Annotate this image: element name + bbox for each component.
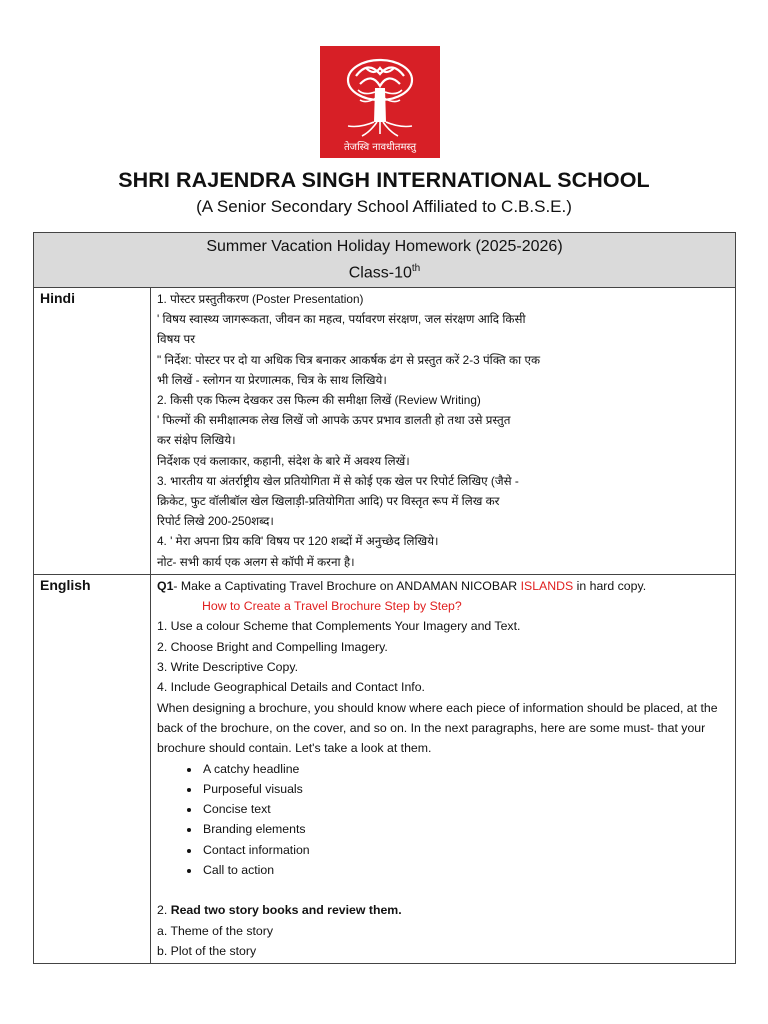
english-row (34, 574, 736, 963)
step-item: 1. Use a colour Scheme that Complements Your Imagery and Text. (157, 619, 521, 634)
bullet-item: • Concise text (201, 799, 729, 819)
hindi-line: निर्देशक एवं कलाकार, कहानी, संदेश के बारे में अवश्य लिखें। (157, 453, 410, 468)
hindi-line: क्रिकेट, फुट वॉलीबॉल खेल खिलाड़ी-प्रतियोगिता आदि) पर विस्तृत रूप में लिख कर (157, 494, 500, 509)
q2-item: a. Theme of the story (157, 923, 273, 938)
bullet-item: • Contact information (201, 840, 729, 860)
bullet-item: • Purposeful visuals (201, 779, 729, 799)
table-header (34, 233, 736, 288)
q2-number: 2. (157, 903, 171, 918)
spacer (157, 880, 729, 900)
hindi-line: " निर्देश: पोस्टर पर दो या अधिक चित्र बनाकर आकर्षक ढंग से प्रस्तुत करें 2-3 पंक्ति का एक (157, 352, 541, 367)
subject-hindi: Hindi (34, 288, 151, 575)
hindi-line: ' विषय स्वास्थ्य जागरूकता, जीवन का महत्व, पर्यावरण संरक्षण, जल संरक्षण आदि किसी (157, 312, 526, 327)
brochure-paragraph: When designing a brochure, you should know where each piece of information should be placed, at the back of the brochure, on the cover, and so on. In the next paragraphs, here are some must- that your brochure should contain. Let's take a look at them. (157, 700, 718, 756)
hindi-line: भी लिखें - स्लोगन या प्रेरणात्मक, चित्र के साथ लिखिये। (157, 372, 387, 387)
school-name: SHRI RAJENDRA SINGH INTERNATIONAL SCHOOL (118, 168, 650, 192)
table-header-row (34, 233, 736, 288)
hindi-line: ' फिल्मों की समीक्षात्मक लेख लिखें जो आपके ऊपर प्रभाव डालती हो तथा उसे प्रस्तुत (157, 413, 511, 428)
step-item: 4. Include Geographical Details and Contact Info. (157, 680, 425, 695)
bullet-item: • Call to action (201, 860, 729, 880)
tree-emblem-icon (320, 46, 440, 158)
english-content (151, 574, 736, 963)
how-to-heading: How to Create a Travel Brochure Step by Step? (202, 599, 462, 614)
q2-item: b. Plot of the story (157, 943, 257, 958)
hindi-line: नोट- सभी कार्य एक अलग से कॉपी में करना है। (157, 554, 355, 569)
hindi-line: कर संक्षेप लिखिये। (157, 433, 236, 448)
bullet-item: • A catchy headline (201, 759, 729, 779)
hindi-line: रिपोर्ट लिखे 200-250शब्द। (157, 514, 274, 529)
step-item: 2. Choose Bright and Compelling Imagery. (157, 639, 388, 654)
q1-highlight: ISLANDS (520, 578, 574, 593)
school-logo (320, 46, 440, 158)
hindi-line: विषय पर (157, 332, 196, 347)
step-item: 3. Write Descriptive Copy. (157, 660, 298, 675)
q2-text: Read two story books and review them. (170, 903, 402, 918)
q1-line (157, 576, 729, 596)
hindi-line: 1. पोस्टर प्रस्तुतीकरण (Poster Presentation) (157, 292, 364, 306)
class-label (34, 258, 735, 284)
hindi-row (34, 288, 736, 575)
bullet-item: • Branding elements (201, 819, 729, 839)
q1-label: Q1 (157, 578, 174, 593)
school-affiliation: (A Senior Secondary School Affiliated to C.B.S.E.) (196, 197, 572, 216)
hindi-line: 2. किसी एक फिल्म देखकर उस फिल्म की समीक्षा लिखें (Review Writing) (157, 393, 481, 408)
q1-tail: in hard copy. (573, 578, 647, 593)
homework-title: Summer Vacation Holiday Homework (2025-2026) (206, 238, 563, 255)
q1-text: - Make a Captivating Travel Brochure on ANDAMAN NICOBAR (173, 578, 521, 593)
hindi-line: 4. ' मेरा अपना प्रिय कवि' विषय पर 120 शब्दों में अनुच्छेद लिखिये। (157, 534, 439, 549)
subject-english: English (34, 574, 151, 963)
q2-line (157, 900, 729, 920)
class-superscript: th (411, 263, 421, 274)
hindi-line: 3. भारतीय या अंतर्राष्ट्रीय खेल प्रतियोगिता में से कोई एक खेल पर रिपोर्ट लिखिए (जैसे - (157, 473, 519, 488)
hindi-content (151, 288, 736, 575)
homework-table (33, 232, 736, 964)
logo-motto: तेजस्वि नावधीतमस्तु (343, 142, 417, 153)
class-text: Class-10 (348, 264, 412, 282)
bullet-list (157, 759, 729, 881)
